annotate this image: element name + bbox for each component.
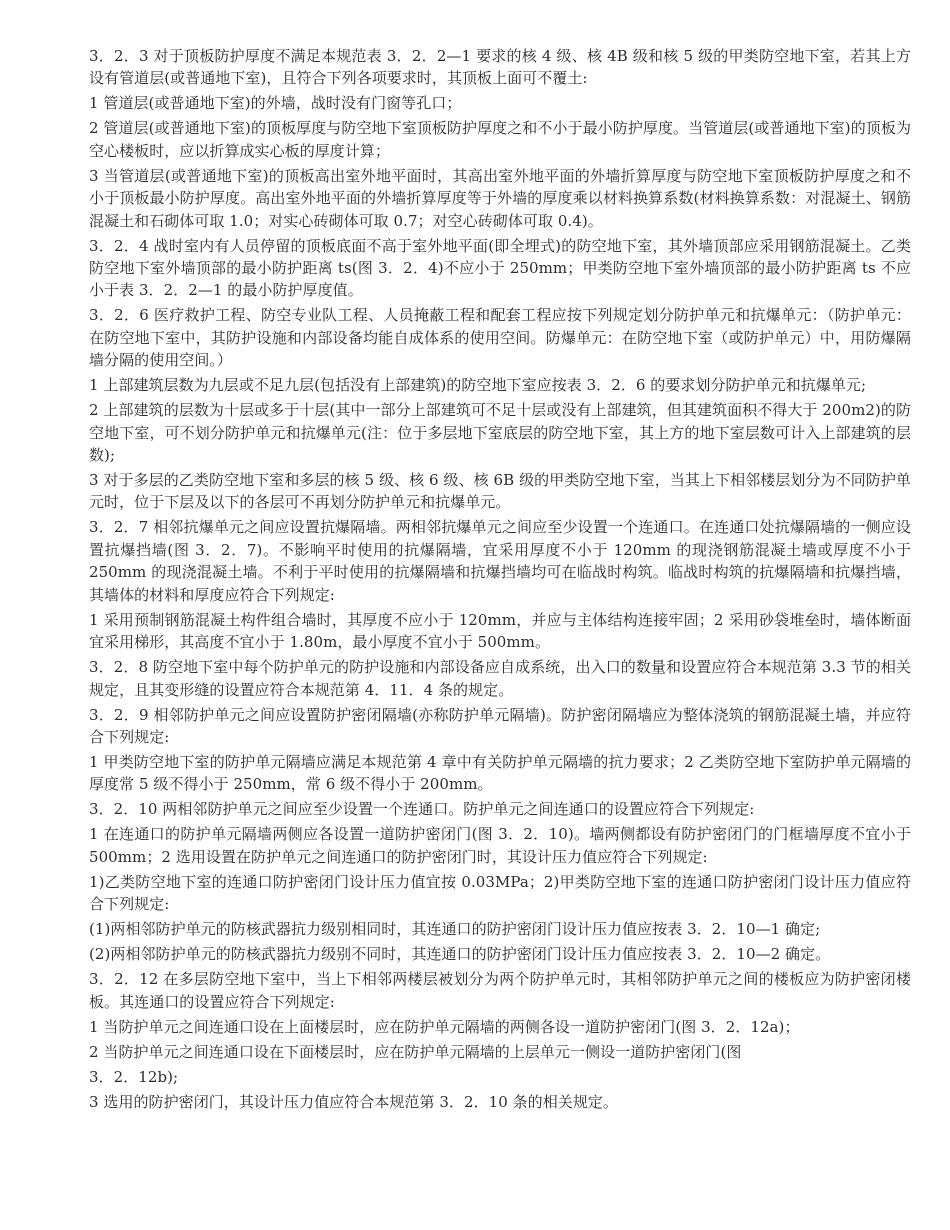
paragraph-item: 2 上部建筑的层数为十层或多于十层(其中一部分上部建筑可不足十层或没有上部建筑，但其建筑面积不得大于 200m2)的防空地下室，可不划分防护单元和抗爆单元(注：位于多层地下室底层的防空地下室，其上方的地下室层数可计入上部建筑的层数); [89,401,911,465]
paragraph-item: 3 选用的防护密闭门，其设计压力值应符合本规范第 3．2．10 条的相关规定。 [89,1092,618,1111]
paragraph-item: 1 当防护单元之间连通口设在上面楼层时，应在防护单元隔墙的两侧各设一道防护密闭门(图 3．2．12a)； [89,1017,800,1036]
paragraph-3-2-6: 3．2．6 医疗救护工程、防空专业队工程、人员掩蔽工程和配套工程应按下列规定划分防护单元和抗爆单元：（防护单元：在防空地下室中，其防护设施和内部设备均能自成体系的使用空间。防爆单元：在防空地下室（或防护单元）中，用防爆隔墙分隔的使用空间。） [89,306,911,370]
paragraph-item: 2 管道层(或普通地下室)的顶板厚度与防空地下室顶板防护厚度之和不小于最小防护厚度。当管道层(或普通地下室)的顶板为空心楼板时，应以折算成实心板的厚度计算； [89,119,911,160]
paragraph-item: 3 当管道层(或普通地下室)的顶板高出室外地平面时，其高出室外地平面的外墙折算厚度与防空地下室顶板防护厚度之和不小于顶板最小防护厚度。高出室外地平面的外墙折算厚度等于外墙的厚度乘以材料换算系数(材料换算系数：对混凝土、钢筋混凝土和石砌体可取 1.0；对实心砖砌体可取 0.7；对空心砖砌体可取 0.4)。 [89,166,911,230]
paragraph-item: 3 对于多层的乙类防空地下室和多层的核 5 级、核 6 级、核 6B 级的甲类防空地下室，当其上下相邻楼层划分为不同防护单元时，位于下层及以下的各层可不再划分防护单元和抗爆单元。 [89,471,911,512]
paragraph-item: (1)两相邻防护单元的防核武器抗力级别相同时，其连通口的防护密闭门设计压力值应按表 3．2．10—1 确定; [89,920,821,939]
paragraph-item: 3．2．12b); [89,1067,179,1086]
paragraph-item: 1 采用预制钢筋混凝土构件组合墙时，其厚度不应小于 120mm，并应与主体结构连接牢固；2 采用砂袋堆垒时，墙体断面宜采用梯形，其高度不宜小于 1.80m，最小厚度不宜小于 500mm。 [89,610,911,652]
paragraph-item: 1 管道层(或普通地下室)的外墙，战时没有门窗等孔口； [89,94,462,113]
paragraph-3-2-3: 3．2．3 对于顶板防护厚度不满足本规范表 3．2．2—1 要求的核 4 级、核 4B 级和核 5 级的甲类防空地下室，若其上方设有管道层(或普通地下室)，且符合下列各项要求时，其顶板上面可不覆土: [89,47,911,88]
paragraph-item: 2 当防护单元之间连通口设在下面楼层时，应在防护单元隔墙的上层单元一侧设一道防护密闭门(图 [89,1042,742,1061]
paragraph-3-2-7: 3．2．7 相邻抗爆单元之间应设置抗爆隔墙。两相邻抗爆单元之间应至少设置一个连通口。在连通口处抗爆隔墙的一侧应设置抗爆挡墙(图 3．2．7)。不影响平时使用的抗爆隔墙，宜采用厚度不小于 120mm 的现浇钢筋混凝土墙或厚度不小于 250mm 的现浇混凝土墙。不利于平时使用的抗爆隔墙和抗爆挡墙均可在临战时构筑。临战时构筑的抗爆隔墙和抗爆挡墙，其墙体的材料和厚度应符合下列规定: [89,518,911,604]
paragraph-3-2-12: 3．2．12 在多层防空地下室中，当上下相邻两楼层被划分为两个防护单元时，其相邻防护单元之间的楼板应为防护密闭楼板。其连通口的设置应符合下列规定: [89,970,911,1011]
document-body [89,45,911,1116]
paragraph-item: 1 上部建筑层数为九层或不足九层(包括没有上部建筑)的防空地下室应按表 3．2．6 的要求划分防护单元和抗爆单元; [89,376,867,395]
paragraph-3-2-4: 3．2．4 战时室内有人员停留的顶板底面不高于室外地平面(即全埋式)的防空地下室，其外墙顶部应采用钢筋混凝土。乙类防空地下室外墙顶部的最小防护距离 ts(图 3．2．4)不应小于 250mm；甲类防空地下室外墙顶部的最小防护距离 ts 不应小于表 3．2．2—1 的最小防护厚度值。 [89,236,911,300]
paragraph-3-2-8: 3．2．8 防空地下室中每个防护单元的防护设施和内部设备应自成系统，出入口的数量和设置应符合本规范第 3.3 节的相关规定，且其变形缝的设置应符合本规范第 4．11．4 条的规定。 [89,658,911,699]
paragraph-3-2-10: 3．2．10 两相邻防护单元之间应至少设置一个连通口。防护单元之间连通口的设置应符合下列规定: [89,800,755,819]
paragraph-item: 1)乙类防空地下室的连通口防护密闭门设计压力值宜按 0.03MPa；2)甲类防空地下室的连通口防护密闭门设计压力值应符合下列规定: [89,872,911,914]
paragraph-3-2-9: 3．2．9 相邻防护单元之间应设置防护密闭隔墙(亦称防护单元隔墙)。防护密闭隔墙应为整体浇筑的钢筋混凝土墙，并应符合下列规定: [89,705,911,746]
paragraph-item: (2)两相邻防护单元的防核武器抗力级别不同时，其连通口的防护密闭门设计压力值应按表 3．2．10—2 确定。 [89,945,831,964]
paragraph-item: 1 甲类防空地下室的防护单元隔墙应满足本规范第 4 章中有关防护单元隔墙的抗力要求；2 乙类防空地下室防护单元隔墙的厚度常 5 级不得小于 250mm，常 6 级不得小于 200mm。 [89,752,911,794]
paragraph-item: 1 在连通口的防护单元隔墙两侧应各设置一道防护密闭门(图 3．2．10)。墙两侧都设有防护密闭门的门框墙厚度不宜小于 500mm；2 选用设置在防护单元之间连通口的防护密闭门时，其设计压力值应符合下列规定: [89,825,911,866]
